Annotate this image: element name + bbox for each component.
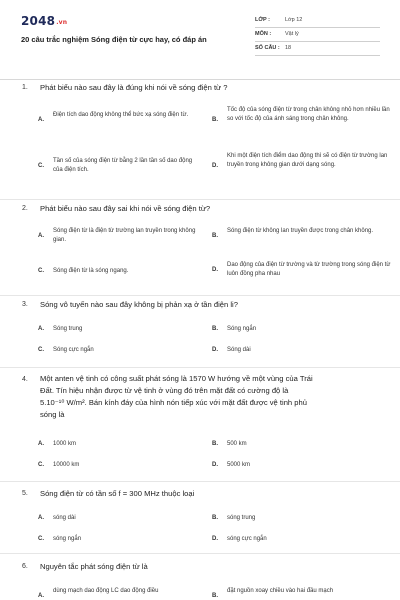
option-text: Sóng điện từ là sóng ngang. bbox=[53, 268, 129, 274]
stem-line: 5.10⁻¹⁰ W/m². Bán kính đáy của hình nón tiếp xúc với mặt đất được vệ tinh phủ bbox=[40, 398, 307, 407]
document-header bbox=[0, 0, 400, 80]
option-text: Sóng điện từ không lan truyền được trong chân không. bbox=[227, 228, 374, 234]
option-text: Sóng trung bbox=[53, 326, 83, 332]
option-text: dùng mạch dao động LC dao động điều bbox=[53, 588, 159, 594]
option-text: Sóng dài bbox=[227, 347, 251, 353]
meta-grade bbox=[255, 14, 380, 28]
question-stem bbox=[40, 373, 385, 421]
question-number: 2. bbox=[22, 205, 28, 212]
option-text: sóng ngắn bbox=[53, 536, 82, 542]
option-letter: D. bbox=[212, 267, 218, 273]
option-letter: B. bbox=[212, 441, 218, 447]
meta-subject bbox=[255, 28, 380, 42]
question-number: 4. bbox=[22, 376, 28, 383]
option-letter: C. bbox=[38, 163, 44, 169]
question-stem: Phát biểu nào sau đây sai khi nói về sóng điện từ? bbox=[40, 204, 211, 213]
option-text: sóng cực ngắn bbox=[227, 536, 267, 542]
question-1 bbox=[0, 80, 400, 200]
question-number: 5. bbox=[22, 490, 28, 497]
option-letter: D. bbox=[212, 163, 218, 169]
option-text: sóng dài bbox=[53, 515, 76, 521]
option-text: 10000 km bbox=[53, 462, 80, 468]
question-number: 3. bbox=[22, 301, 28, 308]
option-text: Sóng cực ngắn bbox=[53, 347, 94, 353]
option-text: Sóng điện từ là điện từ trường lan truyền trong không gian. bbox=[53, 228, 196, 243]
question-number: 6. bbox=[22, 563, 28, 570]
question-5 bbox=[0, 482, 400, 554]
option-text: Sóng ngắn bbox=[227, 326, 257, 332]
option-letter: A. bbox=[38, 117, 44, 123]
option-text: 1000 km bbox=[53, 441, 77, 447]
question-6 bbox=[0, 554, 400, 600]
option-text: Khi một điện tích điểm dao động thì sẽ có điện từ trường lan truyền trong không gian dưới dạng sóng. bbox=[227, 153, 388, 168]
logo-text: 2048 bbox=[21, 14, 56, 28]
question-number: 1. bbox=[22, 84, 28, 91]
stem-line: Một anten vệ tinh có công suất phát sóng là 1570 W hướng về một vùng của Trái bbox=[40, 374, 313, 383]
option-letter: B. bbox=[212, 326, 218, 332]
option-letter: D. bbox=[212, 462, 218, 468]
meta-count-key: SỐ CÂU : bbox=[255, 45, 280, 51]
option-letter: B. bbox=[212, 117, 218, 123]
option-text: sóng trung bbox=[227, 515, 256, 521]
meta-subject-value: Vật lý bbox=[285, 31, 299, 37]
logo-suffix: .vn bbox=[56, 19, 68, 26]
option-text: Điện tích dao động không thể bức xạ sóng điện từ. bbox=[53, 112, 189, 118]
document-title: 20 câu trắc nghiệm Sóng điện từ cực hay, có đáp án bbox=[21, 35, 207, 44]
meta-grade-value: Lớp 12 bbox=[285, 17, 303, 23]
option-letter: C. bbox=[38, 268, 44, 274]
option-letter: C. bbox=[38, 462, 44, 468]
option-letter: B. bbox=[212, 233, 218, 239]
meta-grade-key: LỚP : bbox=[255, 17, 270, 23]
option-letter: D. bbox=[212, 536, 218, 542]
site-logo[interactable] bbox=[21, 14, 67, 28]
stem-line: Đất. Tín hiệu nhận được từ vệ tinh ở vùng đó trên mặt đất có cường độ là bbox=[40, 386, 289, 395]
option-letter: D. bbox=[212, 347, 218, 353]
stem-line: sóng là bbox=[40, 410, 65, 419]
question-4 bbox=[0, 368, 400, 482]
option-letter: A. bbox=[38, 593, 44, 599]
option-letter: A. bbox=[38, 515, 44, 521]
option-text: Dao động của điện từ trường và từ trường trong sóng điện từ luôn đồng pha nhau bbox=[227, 262, 391, 277]
question-stem: Sóng điện từ có tần số f = 300 MHz thuộc loại bbox=[40, 489, 195, 498]
option-text: 500 km bbox=[227, 441, 247, 447]
option-letter: B. bbox=[212, 515, 218, 521]
option-letter: A. bbox=[38, 326, 44, 332]
option-text: đặt nguồn xoay chiều vào hai đầu mạch bbox=[227, 588, 334, 594]
option-letter: A. bbox=[38, 441, 44, 447]
meta-subject-key: MÔN : bbox=[255, 31, 272, 37]
option-letter: B. bbox=[212, 593, 218, 599]
question-stem: Sóng vô tuyến nào sau đây không bị phản xạ ở tần điện li? bbox=[40, 300, 238, 309]
question-stem: Nguyên tắc phát sóng điện từ là bbox=[40, 562, 148, 571]
option-text: 5000 km bbox=[227, 462, 251, 468]
question-3 bbox=[0, 296, 400, 368]
meta-count-value: 18 bbox=[285, 45, 292, 51]
option-letter: C. bbox=[38, 536, 44, 542]
option-text: Tần số của sóng điện từ bằng 2 lần tần số dao động của điện tích. bbox=[53, 158, 193, 173]
question-2 bbox=[0, 200, 400, 296]
option-letter: C. bbox=[38, 347, 44, 353]
option-text: Tốc độ của sóng điện từ trong chân không nhỏ hơn nhiều lần so với tốc độ của ánh sáng trong chân không. bbox=[227, 107, 390, 122]
meta-count bbox=[255, 42, 380, 56]
question-stem: Phát biểu nào sau đây là đúng khi nói về sóng điện từ ? bbox=[40, 83, 228, 92]
option-letter: A. bbox=[38, 233, 44, 239]
